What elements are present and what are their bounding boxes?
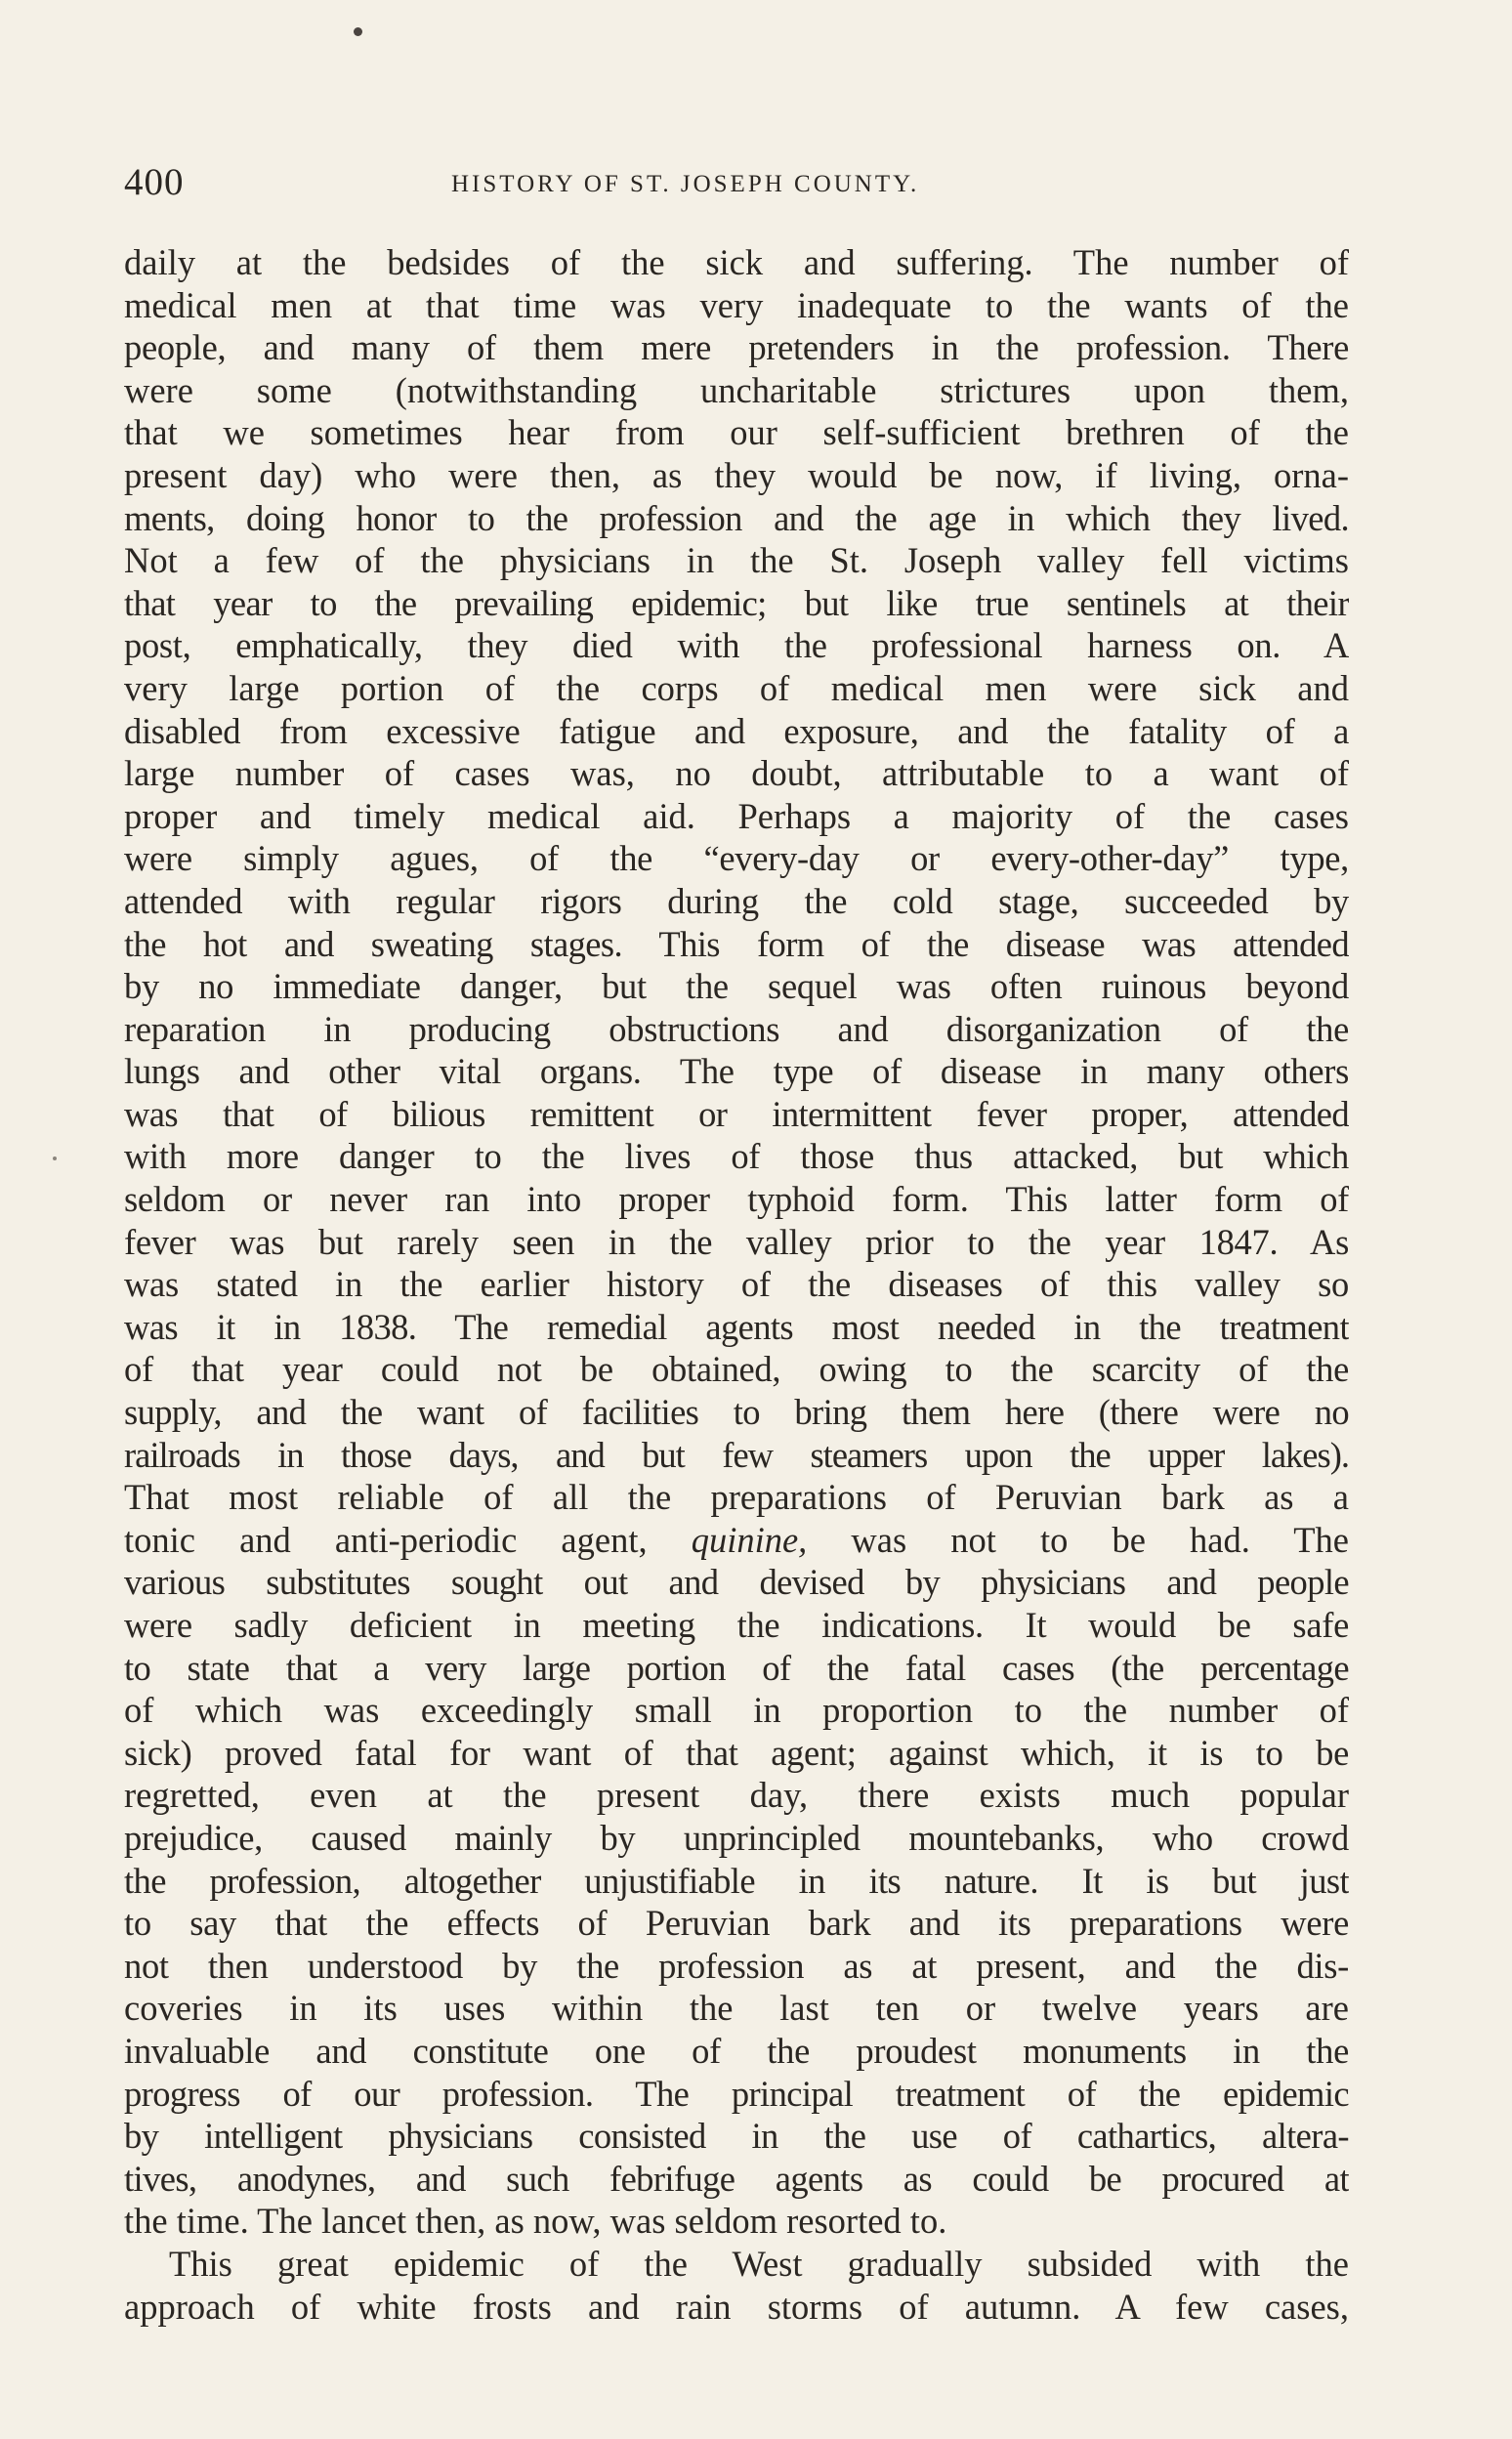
text-line: daily at the bedsides of the sick and suffering. The number of bbox=[124, 242, 1349, 282]
text-fragment: tonic and anti-periodic agent, bbox=[124, 1519, 648, 1560]
text-line: present day) who were then, as they would be now, if living, orna- bbox=[124, 454, 1349, 495]
text-line: prejudice, caused mainly by unprincipled mountebanks, who crowd bbox=[124, 1817, 1349, 1858]
text-line: proper and timely medical aid. Perhaps a majority of the cases bbox=[124, 795, 1349, 836]
text-line: people, and many of them mere pretenders in the profession. There bbox=[124, 327, 1349, 368]
text-line: sick) proved fatal for want of that agent; against which, it is to be bbox=[124, 1732, 1349, 1773]
text-line: coveries in its uses within the last ten or twelve years are bbox=[124, 1988, 1349, 2029]
text-line: were sadly deficient in meeting the indications. It would be safe bbox=[124, 1605, 1349, 1645]
text-line: approach of white frosts and rain storms of autumn. A few cases, bbox=[124, 2286, 1349, 2327]
text-line: invaluable and constitute one of the proudest monuments in the bbox=[124, 2030, 1349, 2071]
text-line: ments, doing honor to the profession and the age in which they lived. bbox=[124, 497, 1349, 538]
text-line: various substitutes sought out and devised by physicians and people bbox=[124, 1562, 1349, 1603]
text-line: were simply agues, of the “every-day or every-other-day” type, bbox=[124, 838, 1349, 879]
text-line: by no immediate danger, but the sequel was often ruinous beyond bbox=[124, 966, 1349, 1007]
text-line: large number of cases was, no doubt, attributable to a want of bbox=[124, 753, 1349, 794]
text-line: that year to the prevailing epidemic; but like true sentinels at their bbox=[124, 582, 1349, 623]
text-line: reparation in producing obstructions and disorganization of the bbox=[124, 1008, 1349, 1049]
text-line: was that of bilious remittent or intermittent fever proper, attended bbox=[124, 1093, 1349, 1134]
text-line: medical men at that time was very inadequate to the wants of the bbox=[124, 284, 1349, 325]
text-line: progress of our profession. The principal treatment of the epidemic bbox=[124, 2073, 1349, 2114]
body-text bbox=[124, 241, 1349, 2328]
text-line: of that year could not be obtained, owing to the scarcity of the bbox=[124, 1349, 1349, 1390]
text-line: tives, anodynes, and such febrifuge agents as could be procured at bbox=[124, 2158, 1349, 2199]
text-line: very large portion of the corps of medical men were sick and bbox=[124, 667, 1349, 708]
text-line: the time. The lancet then, as now, was seldom resorted to. bbox=[124, 2201, 947, 2242]
text-line: railroads in those days, and but few steamers upon the upper lakes). bbox=[124, 1434, 1349, 1475]
text-line: with more danger to the lives of those thus attacked, but which bbox=[124, 1136, 1349, 1177]
text-line: regretted, even at the present day, there exists much popular bbox=[124, 1775, 1349, 1816]
ink-speck bbox=[53, 1156, 57, 1160]
page-number: 400 bbox=[124, 161, 185, 203]
text-line: Not a few of the physicians in the St. Joseph valley fell victims bbox=[124, 540, 1349, 581]
text-line: the hot and sweating stages. This form of the disease was attended bbox=[124, 923, 1349, 964]
text-line: was stated in the earlier history of the diseases of this valley so bbox=[124, 1264, 1349, 1305]
text-line: disabled from excessive fatigue and exposure, and the fatality of a bbox=[124, 710, 1349, 751]
text-line: That most reliable of all the preparations of Peruvian bark as a bbox=[124, 1477, 1349, 1518]
ink-speck bbox=[354, 27, 362, 36]
text-line: attended with regular rigors during the cold stage, succeeded by bbox=[124, 880, 1349, 921]
text-line: fever was but rarely seen in the valley prior to the year 1847. As bbox=[124, 1221, 1349, 1262]
text-line: to say that the effects of Peruvian bark and its preparations were bbox=[124, 1903, 1349, 1944]
text-line: lungs and other vital organs. The type of disease in many others bbox=[124, 1051, 1349, 1092]
text-line: post, emphatically, they died with the professional harness on. A bbox=[124, 625, 1349, 666]
text-line: supply, and the want of facilities to bring them here (there were no bbox=[124, 1392, 1349, 1433]
text-line: This great epidemic of the West gradually subsided with the bbox=[169, 2243, 1349, 2284]
text-line: were some (notwithstanding uncharitable strictures upon them, bbox=[124, 369, 1349, 410]
text-line: seldom or never ran into proper typhoid form. This latter form of bbox=[124, 1179, 1349, 1220]
text-line: was it in 1838. The remedial agents most needed in the treatment bbox=[124, 1306, 1349, 1347]
text-line bbox=[124, 1519, 1349, 1562]
page-header bbox=[124, 159, 1345, 206]
text-line: by intelligent physicians consisted in the use of cathartics, altera- bbox=[124, 2116, 1349, 2157]
text-line: of which was exceedingly small in proportion to the number of bbox=[124, 1690, 1349, 1731]
text-line: the profession, altogether unjustifiable in its nature. It is but just bbox=[124, 1860, 1349, 1901]
text-fragment: was not to be had. The bbox=[851, 1519, 1349, 1560]
running-head: HISTORY OF ST. JOSEPH COUNTY. bbox=[451, 171, 920, 197]
text-line: that we sometimes hear from our self-sufficient brethren of the bbox=[124, 412, 1349, 453]
quinine-word: quinine, bbox=[691, 1519, 808, 1560]
text-line: to state that a very large portion of the fatal cases (the percentage bbox=[124, 1647, 1349, 1688]
text-line: not then understood by the profession as at present, and the dis- bbox=[124, 1945, 1349, 1986]
